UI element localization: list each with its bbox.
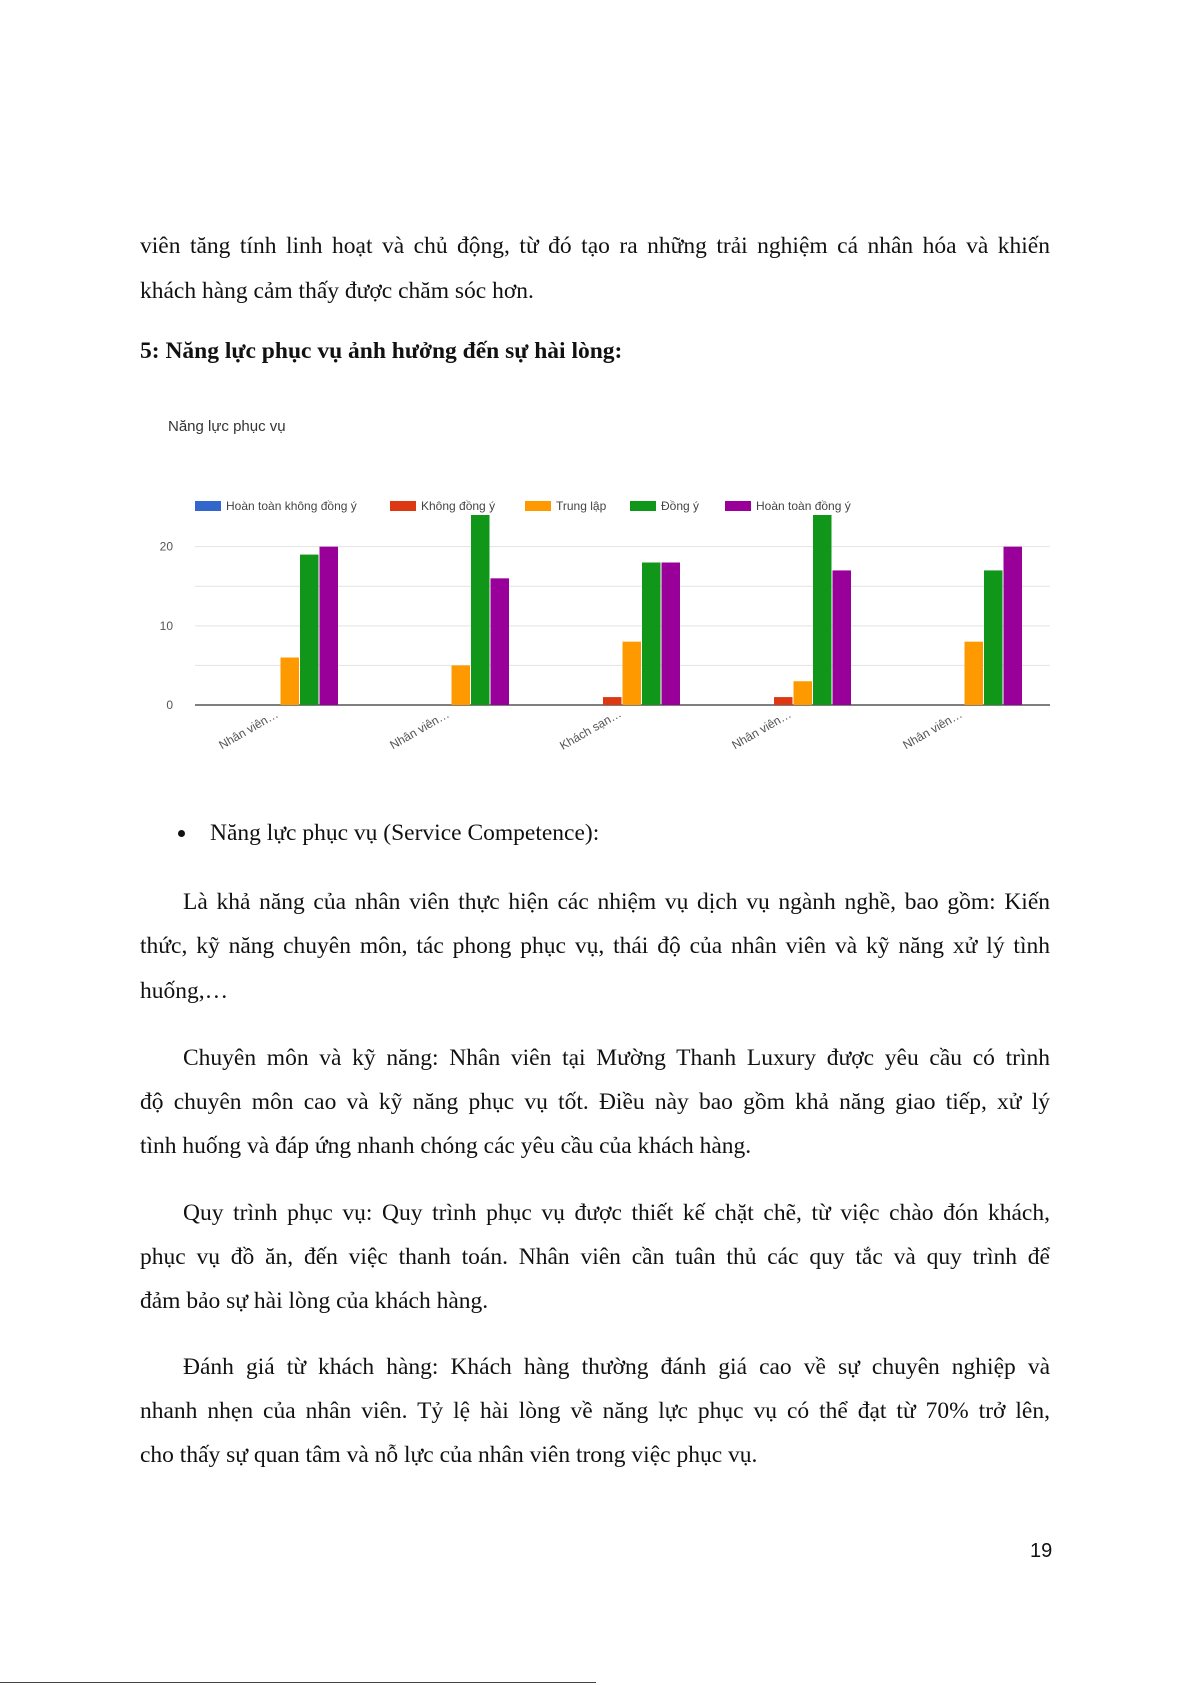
paragraph-line: viên tăng tính linh hoạt và chủ động, từ đó tạo ra những trải nghiệm cá nhân hóa và khiến <box>140 233 1050 259</box>
bar <box>1004 547 1023 705</box>
x-tick-label: Khách sạn… <box>557 706 624 753</box>
bar <box>300 555 319 705</box>
paragraph-line: nhanh nhẹn của nhân viên. Tỷ lệ hài lòng về năng lực phục vụ có thể đạt từ 70% trở lên, <box>140 1398 1050 1424</box>
bullet-icon <box>178 830 185 837</box>
legend-label: Không đồng ý <box>421 499 496 513</box>
paragraph-line: độ chuyên môn cao và kỹ năng phục vụ tốt. Điều này bao gồm khả năng giao tiếp, xử lý <box>140 1089 1050 1115</box>
legend-swatch <box>725 501 751 511</box>
paragraph-line: Chuyên môn và kỹ năng: Nhân viên tại Mường Thanh Luxury được yêu cầu có trình <box>183 1045 1050 1071</box>
x-tick-label: Nhân viên… <box>729 706 794 753</box>
chart-title: Năng lực phục vụ <box>168 418 286 435</box>
paragraph-line: thức, kỹ năng chuyên môn, tác phong phục vụ, thái độ của nhân viên và kỹ năng xử lý tình <box>140 933 1050 959</box>
bar <box>623 642 642 705</box>
bar <box>965 642 984 705</box>
legend-swatch <box>195 501 221 511</box>
legend-swatch <box>390 501 416 511</box>
footer-divider <box>0 1682 596 1683</box>
bar <box>452 665 471 705</box>
x-tick-label: Nhân viên… <box>387 706 452 753</box>
bullet-text: Năng lực phục vụ (Service Competence): <box>210 820 600 846</box>
bar <box>662 563 681 706</box>
bar <box>794 681 813 705</box>
page-number: 19 <box>1030 1540 1053 1562</box>
section-heading: 5: Năng lực phục vụ ảnh hưởng đến sự hài lòng: <box>140 338 623 364</box>
paragraph-line: khách hàng cảm thấy được chăm sóc hơn. <box>140 278 534 304</box>
legend-swatch <box>525 501 551 511</box>
paragraph-line: tình huống và đáp ứng nhanh chóng các yêu cầu của khách hàng. <box>140 1133 752 1159</box>
x-tick-label: Nhân viên… <box>900 706 965 753</box>
paragraph-line: đảm bảo sự hài lòng của khách hàng. <box>140 1288 489 1314</box>
y-tick-label: 10 <box>159 618 173 633</box>
legend-label: Đồng ý <box>661 499 700 513</box>
x-tick-label: Nhân viên… <box>216 706 281 753</box>
bar <box>813 515 832 705</box>
paragraph-line: phục vụ đồ ăn, đến việc thanh toán. Nhân viên cần tuân thủ các quy tắc và quy trình để <box>140 1244 1050 1270</box>
paragraph-line: Là khả năng của nhân viên thực hiện các nhiệm vụ dịch vụ ngành nghề, bao gồm: Kiến <box>183 889 1050 915</box>
bar <box>471 515 490 705</box>
legend-swatch <box>630 501 656 511</box>
bar <box>833 570 852 705</box>
bar <box>603 697 622 705</box>
paragraph-line: Đánh giá từ khách hàng: Khách hàng thường đánh giá cao về sự chuyên nghiệp và <box>183 1354 1050 1380</box>
bar <box>491 578 510 705</box>
legend-label: Hoàn toàn không đồng ý <box>226 499 357 513</box>
bar <box>774 697 793 705</box>
bar-chart <box>140 490 1060 770</box>
bar <box>642 563 661 706</box>
paragraph-line: cho thấy sự quan tâm và nỗ lực của nhân viên trong việc phục vụ. <box>140 1442 758 1468</box>
paragraph-line: Quy trình phục vụ: Quy trình phục vụ được thiết kế chặt chẽ, từ việc chào đón khách, <box>183 1200 1050 1226</box>
y-tick-label: 0 <box>166 698 173 712</box>
legend-label: Trung lập <box>556 499 607 513</box>
paragraph-line: huống,… <box>140 978 229 1004</box>
y-tick-label: 20 <box>159 539 173 554</box>
legend-label: Hoàn toàn đồng ý <box>756 499 851 513</box>
bar <box>984 570 1003 705</box>
bar <box>320 547 339 705</box>
bar <box>281 658 300 706</box>
